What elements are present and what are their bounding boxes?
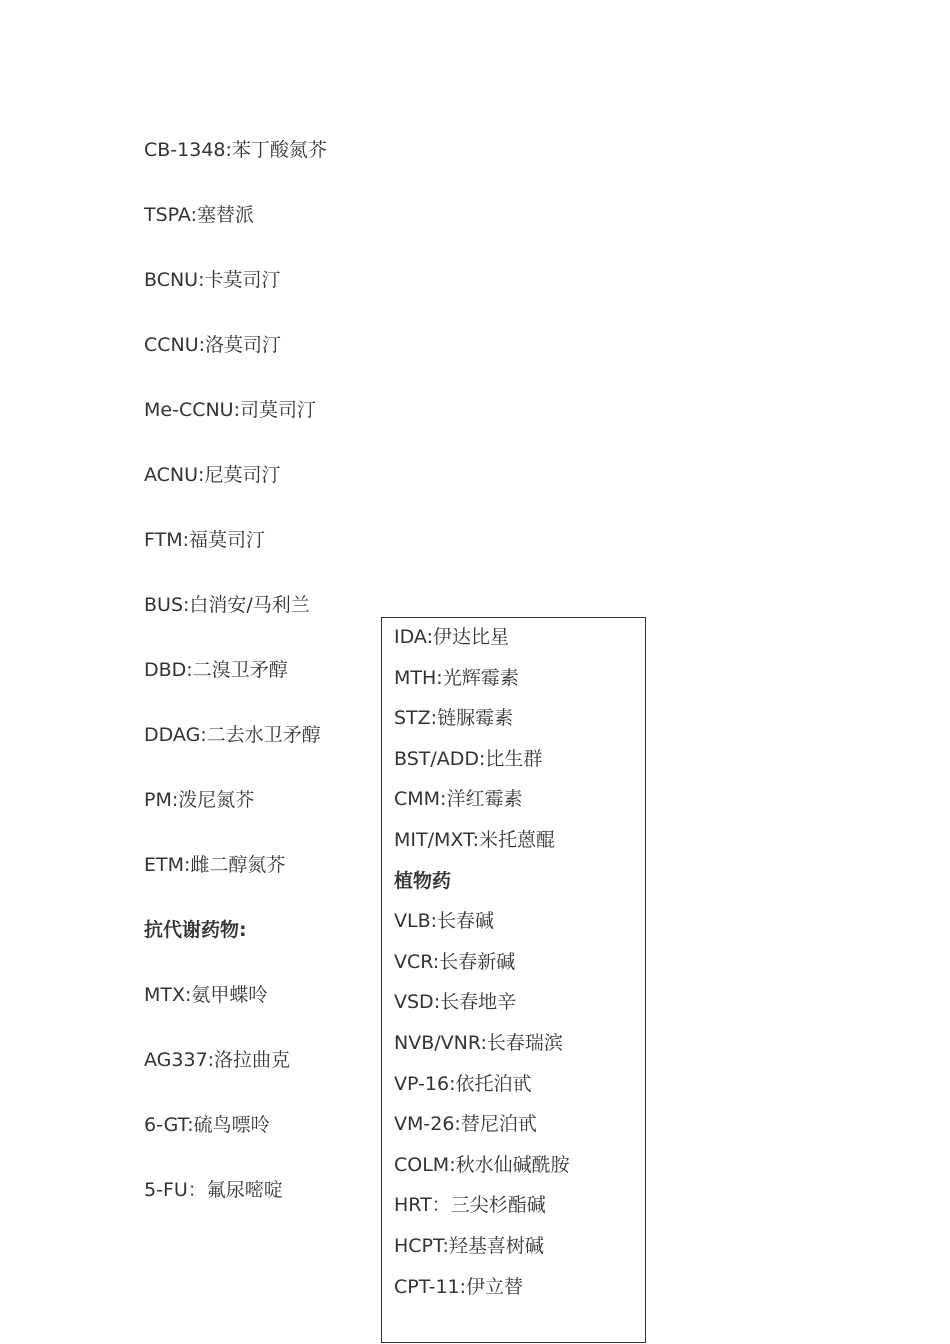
left-list-item: BUS:白消安/马利兰 <box>144 594 310 616</box>
left-list-item: DBD:二溴卫矛醇 <box>144 659 288 681</box>
left-list-item: 5-FU：氟尿嘧啶 <box>144 1179 283 1201</box>
box-list-item: VP-16:依托泊甙 <box>394 1072 532 1095</box>
box-list-item: IDA:伊达比星 <box>394 626 509 648</box>
left-list-item: PM:泼尼氮芥 <box>144 789 255 811</box>
left-list-item: MTX:氨甲蝶呤 <box>144 984 268 1006</box>
box-list-item: MIT/MXT:米托蒽醌 <box>394 828 555 851</box>
box-list-item: VLB:长春碱 <box>394 910 495 933</box>
box-list-item: CMM:洋红霉素 <box>394 788 523 811</box>
left-list-item: AG337:洛拉曲克 <box>144 1049 291 1071</box>
left-list-heading: 抗代谢药物: <box>144 919 247 941</box>
left-list-item: ACNU:尼莫司汀 <box>144 464 281 486</box>
box-list-item: CPT-11:伊立替 <box>394 1275 524 1298</box>
left-list-item: Me-CCNU:司莫司汀 <box>144 399 316 421</box>
left-list-item: CCNU:洛莫司汀 <box>144 334 282 356</box>
left-list-item: BCNU:卡莫司汀 <box>144 269 281 291</box>
box-list-item: COLM:秋水仙碱酰胺 <box>394 1153 570 1176</box>
left-list-item: CB-1348:苯丁酸氮芥 <box>144 139 327 161</box>
drug-box <box>381 617 646 1343</box>
left-list-item: DDAG:二去水卫矛醇 <box>144 724 321 746</box>
box-list-item: NVB/VNR:长春瑞滨 <box>394 1031 563 1054</box>
box-list-item: HRT：三尖杉酯碱 <box>394 1194 546 1217</box>
left-list-item: 6-GT:硫鸟嘌呤 <box>144 1114 270 1136</box>
box-list-item: BST/ADD:比生群 <box>394 747 543 770</box>
box-list-item: VCR:长春新碱 <box>394 950 516 973</box>
left-list-item: ETM:雌二醇氮芥 <box>144 854 286 876</box>
left-list-item: TSPA:塞替派 <box>144 204 254 226</box>
box-list-item: VSD:长春地辛 <box>394 991 517 1014</box>
left-list-item: FTM:福莫司汀 <box>144 529 265 551</box>
boxed-drug-list <box>394 623 570 1313</box>
box-list-item: VM-26:替尼泊甙 <box>394 1113 537 1136</box>
box-list-item: HCPT:羟基喜树碱 <box>394 1234 544 1257</box>
box-list-item: STZ:链脲霉素 <box>394 707 514 730</box>
drug-abbreviation-list <box>144 136 327 1241</box>
box-list-item: MTH:光辉霉素 <box>394 666 519 689</box>
box-list-heading: 植物药 <box>394 869 452 892</box>
